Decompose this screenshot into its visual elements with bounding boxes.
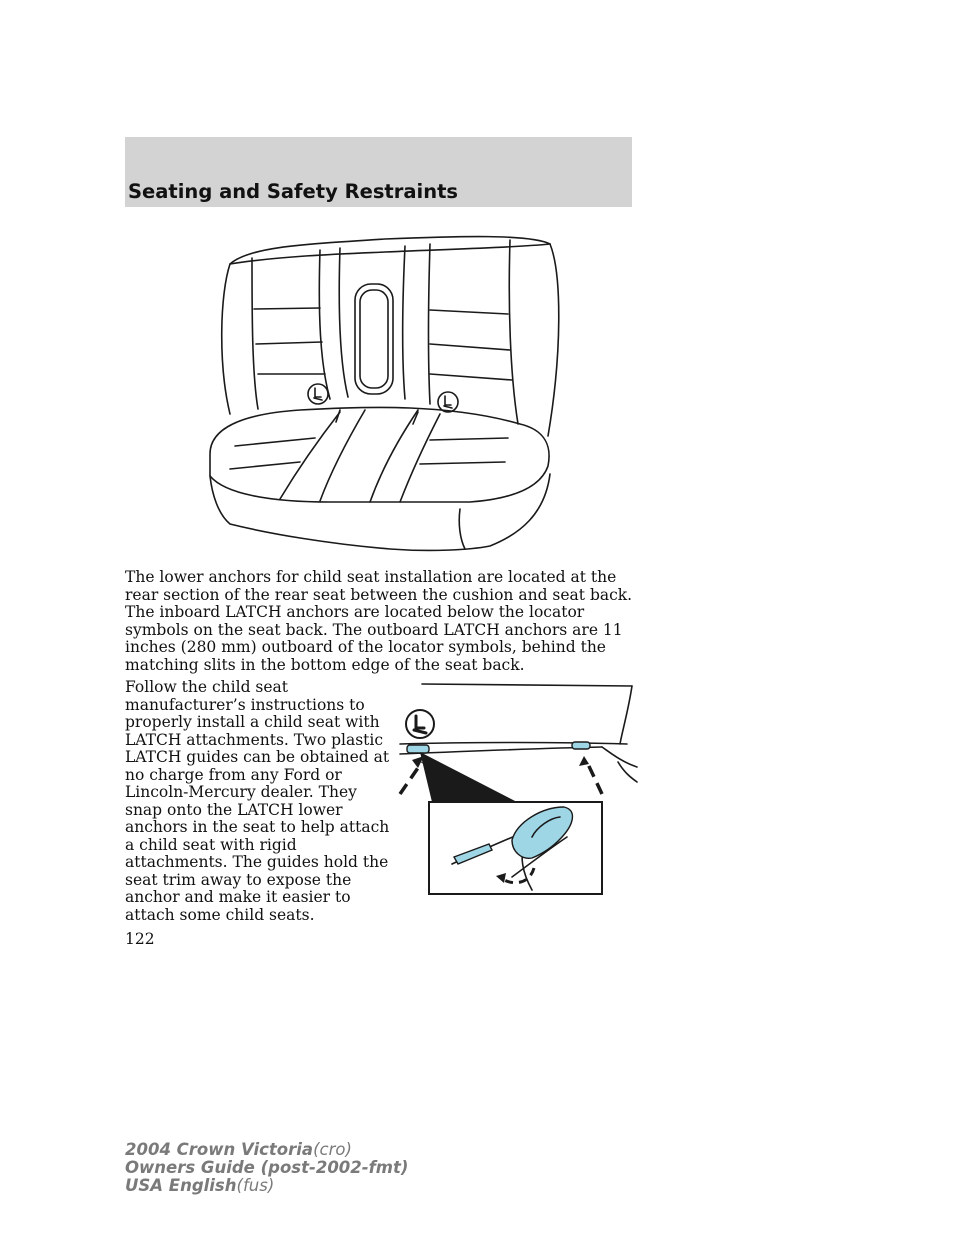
footer-model-code: (cro) xyxy=(313,1140,352,1159)
footer-line-language xyxy=(125,1177,408,1195)
child-seat-locator-icon xyxy=(406,710,434,738)
footer-model: 2004 Crown Victoria xyxy=(125,1140,314,1159)
child-seat-locator-icon xyxy=(438,392,458,412)
paragraph-latch-guides: Follow the child seat manufacturer’s instructions to properly install a child seat with LATCH attachments. Two plastic LATCH guides can be obtained at no charge from any Ford or Lincoln-Mercury dealer. They snap onto the LATCH lower anchors in the seat to help attach a child seat with rigid attachments. The guides hold the seat trim away to expose the anchor and make it easier to attach some child seats. xyxy=(125,678,390,924)
child-seat-locator-icon xyxy=(308,384,328,404)
page-number: 122 xyxy=(125,930,155,948)
section-title: Seating and Safety Restraints xyxy=(128,180,459,203)
latch-guide-illustration xyxy=(392,672,642,898)
footer-guide: Owners Guide (post-2002-fmt) xyxy=(125,1158,409,1177)
footer-line-guide xyxy=(125,1159,408,1177)
footer-language-code: (fus) xyxy=(236,1176,275,1195)
paragraph-lower-anchors: The lower anchors for child seat installation are located at the rear section of the rear seat between the cushion and seat back. The inboard LATCH anchors are located below the locator symbols on the seat back. The outboard LATCH anchors are 11 inches (280 mm) outboard of the locator symbols, behind the matching slits in the bottom edge of the seat back. xyxy=(125,568,633,674)
footer xyxy=(125,1141,408,1195)
footer-language: USA English xyxy=(125,1176,237,1195)
rear-seat-illustration xyxy=(190,214,580,564)
footer-line-model xyxy=(125,1141,408,1159)
